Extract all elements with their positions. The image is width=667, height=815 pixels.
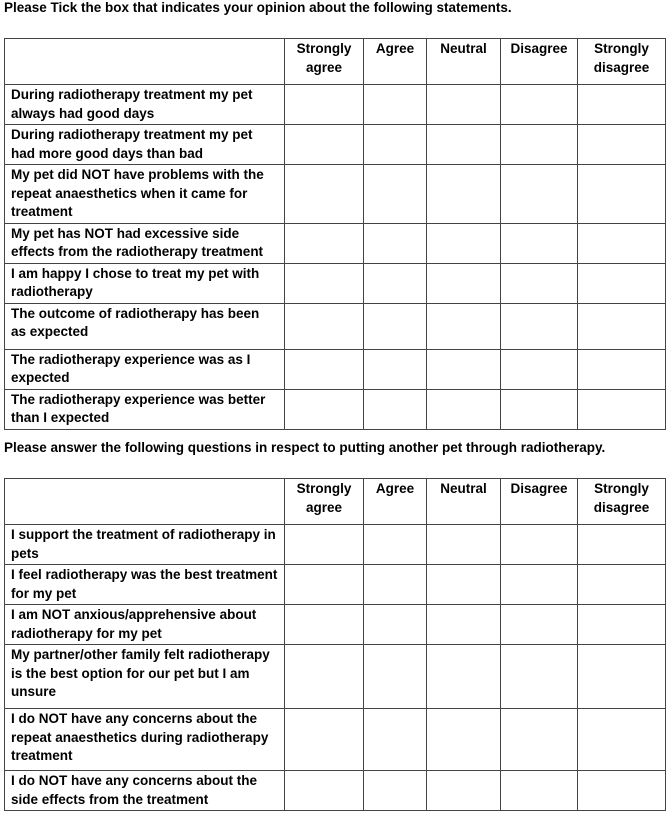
header-disagree: Disagree <box>501 479 578 525</box>
statement-text: The outcome of radiotherapy has been as expected <box>5 303 285 349</box>
tick-box-disagree[interactable] <box>501 223 578 263</box>
tick-box-neutral[interactable] <box>427 565 501 605</box>
header-strongly-agree: Strongly agree <box>285 39 364 85</box>
tick-box-strongly-agree[interactable] <box>285 525 364 565</box>
tick-box-neutral[interactable] <box>427 263 501 303</box>
statement-text: The radiotherapy experience was as I expected <box>5 349 285 389</box>
tick-box-strongly-agree[interactable] <box>285 165 364 224</box>
tick-box-strongly-agree[interactable] <box>285 349 364 389</box>
header-row <box>5 479 666 525</box>
section1-instruction: Please Tick the box that indicates your opinion about the following statements. <box>4 0 512 15</box>
statement-row <box>5 263 666 303</box>
tick-box-agree[interactable] <box>364 709 427 771</box>
tick-box-strongly-agree[interactable] <box>285 645 364 709</box>
header-agree: Agree <box>364 479 427 525</box>
tick-box-agree[interactable] <box>364 263 427 303</box>
tick-box-strongly-disagree[interactable] <box>578 645 666 709</box>
tick-box-strongly-disagree[interactable] <box>578 565 666 605</box>
tick-box-strongly-agree[interactable] <box>285 263 364 303</box>
tick-box-strongly-agree[interactable] <box>285 125 364 165</box>
tick-box-strongly-agree[interactable] <box>285 389 364 429</box>
tick-box-agree[interactable] <box>364 771 427 811</box>
statement-text: I support the treatment of radiotherapy in pets <box>5 525 285 565</box>
tick-box-disagree[interactable] <box>501 303 578 349</box>
tick-box-strongly-agree[interactable] <box>285 85 364 125</box>
tick-box-agree[interactable] <box>364 605 427 645</box>
statement-text: During radiotherapy treatment my pet always had good days <box>5 85 285 125</box>
tick-box-agree[interactable] <box>364 165 427 224</box>
tick-box-disagree[interactable] <box>501 525 578 565</box>
tick-box-agree[interactable] <box>364 389 427 429</box>
statement-row <box>5 349 666 389</box>
tick-box-neutral[interactable] <box>427 709 501 771</box>
statement-row <box>5 303 666 349</box>
tick-box-disagree[interactable] <box>501 263 578 303</box>
tick-box-agree[interactable] <box>364 565 427 605</box>
tick-box-strongly-disagree[interactable] <box>578 303 666 349</box>
tick-box-disagree[interactable] <box>501 349 578 389</box>
tick-box-neutral[interactable] <box>427 165 501 224</box>
tick-box-strongly-agree[interactable] <box>285 223 364 263</box>
statement-row <box>5 165 666 224</box>
header-strongly-disagree: Strongly disagree <box>578 479 666 525</box>
statement-text: During radiotherapy treatment my pet had more good days than bad <box>5 125 285 165</box>
statement-text: My pet did NOT have problems with the repeat anaesthetics when it came for treatment <box>5 165 285 224</box>
tick-box-strongly-disagree[interactable] <box>578 165 666 224</box>
tick-box-strongly-disagree[interactable] <box>578 349 666 389</box>
tick-box-strongly-disagree[interactable] <box>578 709 666 771</box>
tick-box-strongly-disagree[interactable] <box>578 263 666 303</box>
header-row <box>5 39 666 85</box>
tick-box-disagree[interactable] <box>501 389 578 429</box>
tick-box-disagree[interactable] <box>501 565 578 605</box>
tick-box-strongly-disagree[interactable] <box>578 605 666 645</box>
statement-row <box>5 389 666 429</box>
tick-box-disagree[interactable] <box>501 165 578 224</box>
statement-text: My partner/other family felt radiotherapy is the best option for our pet but I am unsure <box>5 645 285 709</box>
tick-box-neutral[interactable] <box>427 349 501 389</box>
tick-box-disagree[interactable] <box>501 645 578 709</box>
opinion-table-2 <box>4 478 666 811</box>
tick-box-neutral[interactable] <box>427 85 501 125</box>
tick-box-neutral[interactable] <box>427 605 501 645</box>
statement-text: I am happy I chose to treat my pet with radiotherapy <box>5 263 285 303</box>
tick-box-disagree[interactable] <box>501 709 578 771</box>
tick-box-neutral[interactable] <box>427 125 501 165</box>
tick-box-agree[interactable] <box>364 85 427 125</box>
opinion-table-1 <box>4 38 666 430</box>
header-neutral: Neutral <box>427 479 501 525</box>
header-neutral: Neutral <box>427 39 501 85</box>
tick-box-strongly-disagree[interactable] <box>578 525 666 565</box>
tick-box-disagree[interactable] <box>501 771 578 811</box>
tick-box-strongly-disagree[interactable] <box>578 125 666 165</box>
statement-text: The radiotherapy experience was better than I expected <box>5 389 285 429</box>
tick-box-neutral[interactable] <box>427 389 501 429</box>
tick-box-strongly-agree[interactable] <box>285 709 364 771</box>
tick-box-agree[interactable] <box>364 303 427 349</box>
statement-text: I am NOT anxious/apprehensive about radiotherapy for my pet <box>5 605 285 645</box>
statement-row <box>5 565 666 605</box>
statement-row <box>5 605 666 645</box>
header-blank-cell <box>5 479 285 525</box>
tick-box-neutral[interactable] <box>427 223 501 263</box>
header-blank-cell <box>5 39 285 85</box>
tick-box-neutral[interactable] <box>427 525 501 565</box>
tick-box-agree[interactable] <box>364 349 427 389</box>
tick-box-strongly-disagree[interactable] <box>578 771 666 811</box>
statement-row <box>5 645 666 709</box>
tick-box-agree[interactable] <box>364 223 427 263</box>
tick-box-strongly-disagree[interactable] <box>578 389 666 429</box>
tick-box-neutral[interactable] <box>427 771 501 811</box>
tick-box-disagree[interactable] <box>501 85 578 125</box>
tick-box-strongly-disagree[interactable] <box>578 223 666 263</box>
tick-box-strongly-agree[interactable] <box>285 303 364 349</box>
statement-text: My pet has NOT had excessive side effects from the radiotherapy treatment <box>5 223 285 263</box>
statement-row <box>5 709 666 771</box>
statement-row <box>5 771 666 811</box>
tick-box-strongly-agree[interactable] <box>285 565 364 605</box>
tick-box-neutral[interactable] <box>427 303 501 349</box>
statement-text: I do NOT have any concerns about the repeat anaesthetics during radiotherapy treatment <box>5 709 285 771</box>
tick-box-neutral[interactable] <box>427 645 501 709</box>
tick-box-agree[interactable] <box>364 525 427 565</box>
tick-box-disagree[interactable] <box>501 125 578 165</box>
statement-text: I feel radiotherapy was the best treatment for my pet <box>5 565 285 605</box>
statement-row <box>5 525 666 565</box>
tick-box-strongly-agree[interactable] <box>285 605 364 645</box>
statement-row <box>5 223 666 263</box>
section2-instruction: Please answer the following questions in respect to putting another pet through radiotherapy. <box>4 440 606 455</box>
header-agree: Agree <box>364 39 427 85</box>
tick-box-strongly-disagree[interactable] <box>578 85 666 125</box>
statement-row <box>5 125 666 165</box>
tick-box-agree[interactable] <box>364 645 427 709</box>
statement-text: I do NOT have any concerns about the side effects from the treatment <box>5 771 285 811</box>
header-disagree: Disagree <box>501 39 578 85</box>
tick-box-agree[interactable] <box>364 125 427 165</box>
tick-box-strongly-agree[interactable] <box>285 771 364 811</box>
tick-box-disagree[interactable] <box>501 605 578 645</box>
statement-row <box>5 85 666 125</box>
header-strongly-agree: Strongly agree <box>285 479 364 525</box>
header-strongly-disagree: Strongly disagree <box>578 39 666 85</box>
